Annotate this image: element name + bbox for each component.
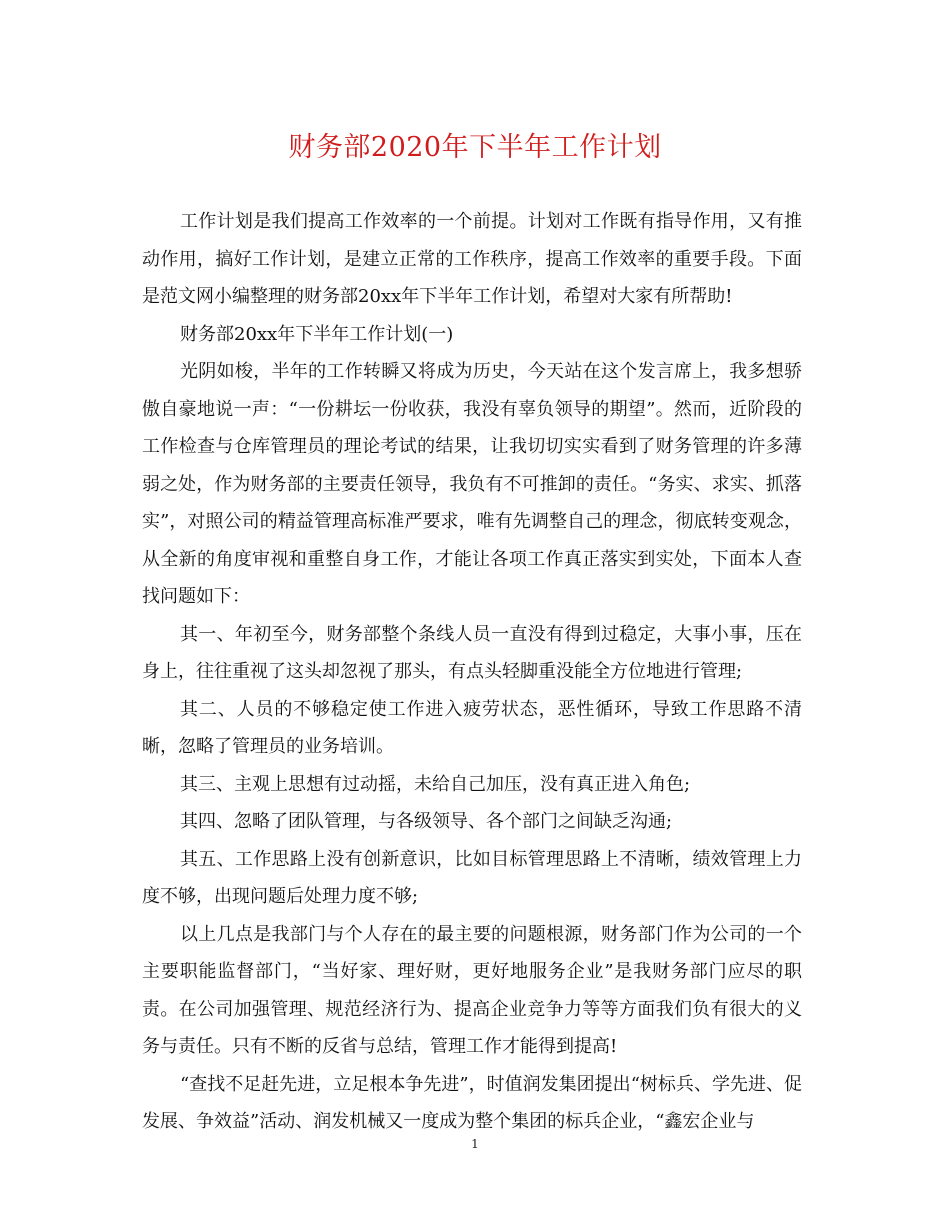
paragraph-activity: “查找不足赶先进，立足根本争先进”，时值润发集团提出“树标兵、学先进、促发展、争效益”活动、润发机械又一度成为整个集团的标兵企业，“鑫宏企业与: [142, 1073, 802, 1132]
paragraph-issue-3: 其三、主观上思想有过动摇，未给自己加压，没有真正进入角色;: [180, 773, 691, 795]
paragraph-section-heading: 财务部20xx年下半年工作计划(一): [180, 323, 454, 345]
paragraph-issue-4: 其四、忽略了团队管理，与各级领导、各个部门之间缺乏沟通;: [180, 811, 673, 832]
paragraph-reflection: 光阴如梭，半年的工作转瞬又将成为历史，今天站在这个发言席上，我多想骄傲自豪地说一声：“一份耕坛一份收获，我没有辜负领导的期望”。然而，近阶段的工作检查与仓库管理员的理论考试的结果，让我切切实实看到了财务管理的许多薄弱之处，作为财务部的主要责任领导，我负有不可推卸的责任。“务实、求实、抓落实”，对照公司的精益管理高标准严要求，唯有先调整自己的理念，彻底转变观念，从全新的角度审视和重整自身工作，才能让各项工作真正落实到实处，下面本人查找问题如下：: [142, 361, 802, 607]
paragraph-issue-2: 其二、人员的不够稳定使工作进入疲劳状态，恶性循环，导致工作思路不清晰，忽略了管理员的业务培训。: [142, 698, 802, 757]
paragraph-issue-5: 其五、工作思路上没有创新意识，比如目标管理思路上不清晰，绩效管理上力度不够，出现问题后处理力度不够;: [142, 848, 802, 907]
paragraph-issue-1: 其一、年初至今，财务部整个条线人员一直没有得到过稳定，大事小事，压在身上，往往重视了这头却忽视了那头，有点头轻脚重没能全方位地进行管理;: [142, 623, 802, 682]
document-body: [142, 203, 802, 1141]
paragraph-summary: 以上几点是我部门与个人存在的最主要的问题根源，财务部门作为公司的一个主要职能监督部门，“当好家、理好财，更好地服务企业”是我财务部门应尽的职责。在公司加强管理、规范经济行为、提高企业竞争力等等方面我们负有很大的义务与责任。只有不断的反省与总结，管理工作才能得到提高!: [142, 923, 802, 1057]
page-number: 1: [471, 1137, 479, 1151]
document-title: 财务部2020年下半年工作计划: [288, 132, 662, 163]
paragraph-intro: 工作计划是我们提高工作效率的一个前提。计划对工作既有指导作用，又有推动作用，搞好工作计划，是建立正常的工作秩序，提高工作效率的重要手段。下面是范文网小编整理的财务部20xx年下半年工作计划，希望对大家有所帮助!: [142, 211, 802, 307]
